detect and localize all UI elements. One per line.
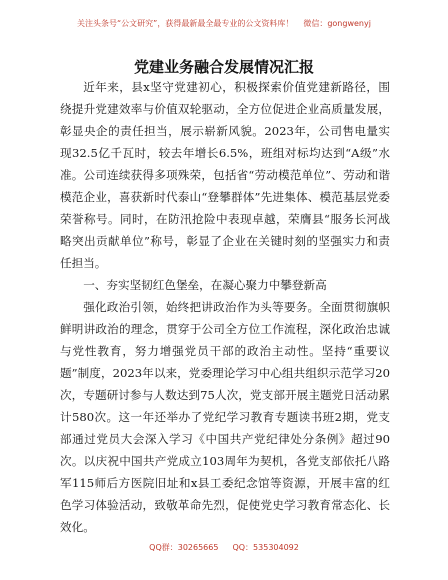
banner-promo-text: 关注头条号“公文研究”，获得最新最全最专业的公文资料库！ <box>77 19 294 28</box>
footer-contact <box>0 542 448 553</box>
footer-qq: QQ：535304092 <box>232 543 299 552</box>
banner-wechat-text: 微信：gongwenyj <box>303 19 371 28</box>
section-heading: 一、夯实坚韧红色堡垒，在凝心聚力中攀登新高 <box>83 278 327 292</box>
intro-paragraph: 近年来，县x坚守党建初心，积极探索价值党建新路径，围绕提升党建效率与价值双轮驱动，全方位促进企业高质量发展，彰显央企的责任担当，展示崭新风貌。2023年，公司售电量实现32.5亿千瓦时，较去年增长6.5%，班组对标均达到“A级”水准。公司连续获得多项殊荣，包括省“劳动模范单位”、劳动和谐模范企业，喜获新时代泰山“登攀群体”先进集体、模范基层党委荣誉称号。同时，在防汛抢险中表现卓越，荣膺县“服务长河战略突出贡献单位”称号，彰显了企业在关键时刻的坚强实力和责任担当。 <box>60 80 390 270</box>
section-paragraph: 强化政治引领，始终把讲政治作为头等要务。全面贯彻旗帜鲜明讲政治的理念，贯穿于公司全方位工作流程，深化政治忠诚与党性教育，努力增强党员干部的政治主动性。坚持“重要议题”制度，2023年以来，党委理论学习中心组共组织示范学习20次，专题研讨参与人数达到75人次，党支部开展主题党日活动累计580次。这一年还举办了党纪学习教育专题读书班2期，党支部通过党员大会深入学习《中国共产党纪律处分条例》超过90次。以庆祝中国共产党成立103周年为契机，各党支部依托八路军115师后方医院旧址和x县工委纪念馆等资源，开展丰富的红色学习体验活动，致敬革命先烈，促使党史学习教育常态化、长效化。 <box>60 300 390 534</box>
document-title: 党建业务融合发展情况汇报 <box>133 58 314 76</box>
top-banner <box>0 18 448 29</box>
footer-qq-group: QQ群：30265665 <box>149 543 219 552</box>
document-body <box>60 76 390 538</box>
